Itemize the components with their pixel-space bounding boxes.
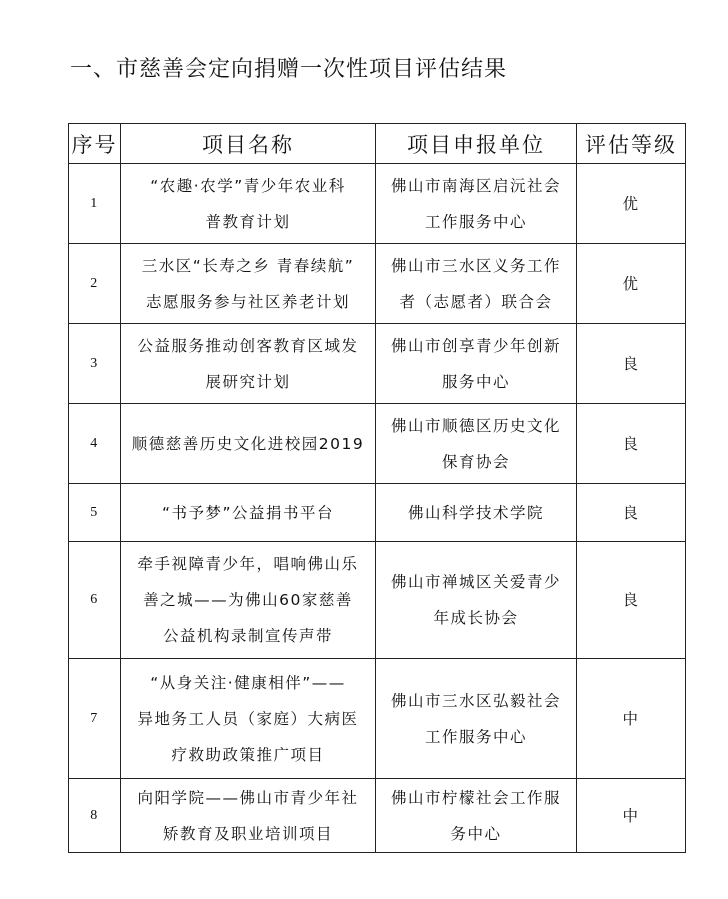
table-row [69,244,686,324]
applicant-unit-line: 佛山市禅城区关爱青少 [390,573,561,591]
table-row [69,164,686,244]
table-row [69,404,686,484]
table-row [69,659,686,779]
row-evaluation-grade: 良 [577,484,686,542]
row-applicant-unit [376,542,577,659]
table-row [69,542,686,659]
project-name-line: 三水区“长寿之乡 青春续航” [141,256,355,275]
header-serial-number: 序号 [69,124,121,164]
project-name-line: “书予梦”公益捐书平台 [161,503,335,522]
project-name-line: 向阳学院——佛山市青少年社 [137,788,359,807]
row-evaluation-grade: 良 [577,324,686,404]
row-evaluation-grade: 中 [577,779,686,853]
project-name-line: 牵手视障青少年，唱响佛山乐 [137,555,359,573]
project-name-line: 异地务工人员（家庭）大病医 [137,709,359,728]
row-evaluation-grade: 优 [577,164,686,244]
row-serial-number: 8 [69,779,121,853]
row-applicant-unit [376,324,577,404]
row-project-name [121,164,376,244]
applicant-unit-line: 佛山科学技术学院 [407,503,544,522]
project-name-line: 普教育计划 [205,212,291,231]
row-project-name [121,324,376,404]
row-serial-number: 7 [69,659,121,779]
table-row [69,779,686,853]
row-applicant-unit [376,244,577,324]
row-evaluation-grade: 优 [577,244,686,324]
row-project-name [121,542,376,659]
project-name-line: 公益机构录制宣传声带 [162,627,333,645]
page-title: 一、市慈善会定向捐赠一次性项目评估结果 [70,57,508,82]
row-serial-number: 5 [69,484,121,542]
applicant-unit-line: 者（志愿者）联合会 [399,292,553,311]
project-name-line: “农趣·农学”青少年农业科 [150,176,346,195]
table-body [69,164,686,853]
applicant-unit-line: 服务中心 [441,372,510,391]
table-row [69,484,686,542]
project-name-line: 顺德慈善历史文化进校园2019 [131,434,365,453]
row-project-name [121,484,376,542]
table-row [69,324,686,404]
applicant-unit-line: 工作服务中心 [424,727,527,746]
header-project-name: 项目名称 [121,124,376,164]
row-evaluation-grade: 良 [577,404,686,484]
project-name-line: 志愿服务参与社区养老计划 [145,292,350,311]
row-serial-number: 3 [69,324,121,404]
row-serial-number: 2 [69,244,121,324]
table-header-row [69,124,686,164]
row-serial-number: 6 [69,542,121,659]
applicant-unit-line: 工作服务中心 [424,212,527,231]
applicant-unit-line: 佛山市柠檬社会工作服 [390,788,561,807]
row-applicant-unit [376,164,577,244]
project-name-line: “从身关注·健康相伴”—— [150,673,346,692]
row-serial-number: 1 [69,164,121,244]
row-applicant-unit [376,484,577,542]
applicant-unit-line: 佛山市顺德区历史文化 [390,416,561,435]
row-serial-number: 4 [69,404,121,484]
applicant-unit-line: 保育协会 [441,452,510,471]
project-name-line: 善之城——为佛山60家慈善 [143,591,353,609]
applicant-unit-line: 佛山市南海区启沅社会 [390,176,561,195]
row-applicant-unit [376,779,577,853]
project-name-line: 疗救助政策推广项目 [171,745,325,764]
row-applicant-unit [376,659,577,779]
header-evaluation-grade: 评估等级 [577,124,686,164]
project-name-line: 公益服务推动创客教育区域发 [137,336,359,355]
header-applicant-unit: 项目申报单位 [376,124,577,164]
row-project-name [121,404,376,484]
row-project-name [121,244,376,324]
applicant-unit-line: 佛山市三水区弘毅社会 [390,691,561,710]
row-evaluation-grade: 良 [577,542,686,659]
applicant-unit-line: 务中心 [450,824,502,843]
project-name-line: 展研究计划 [205,372,291,391]
applicant-unit-line: 佛山市三水区义务工作 [390,256,561,275]
evaluation-results-table [68,123,686,853]
applicant-unit-line: 佛山市创享青少年创新 [390,336,561,355]
project-name-line: 矫教育及职业培训项目 [162,824,333,843]
row-project-name [121,659,376,779]
row-applicant-unit [376,404,577,484]
row-evaluation-grade: 中 [577,659,686,779]
row-project-name [121,779,376,853]
applicant-unit-line: 年成长协会 [433,609,519,627]
